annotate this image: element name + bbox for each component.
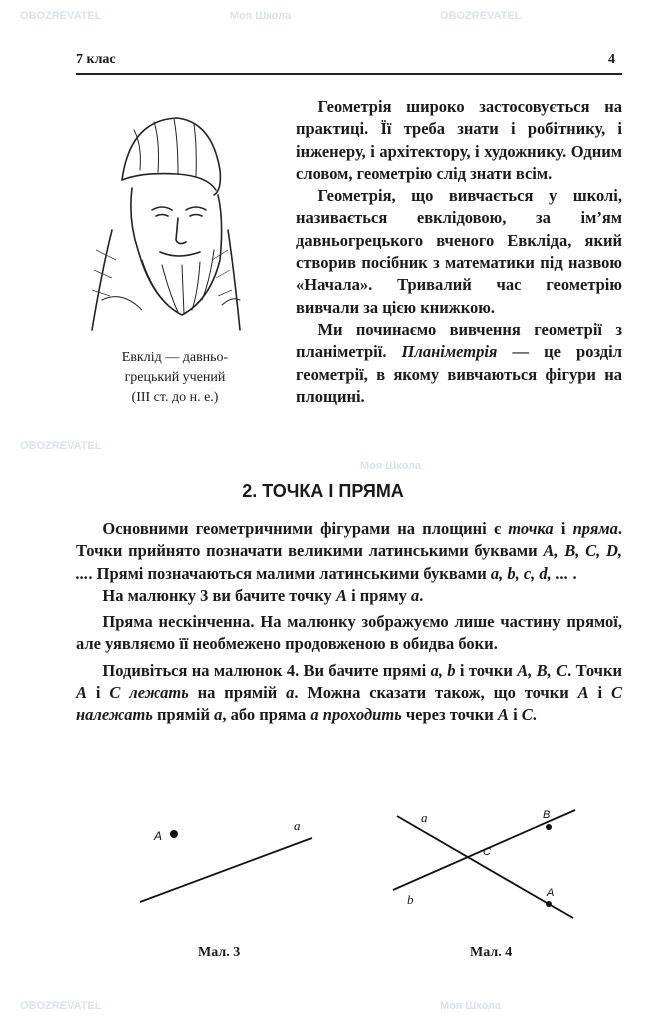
grade-label: 7 клас xyxy=(76,52,116,67)
section-body xyxy=(76,518,622,727)
body-paragraph: Основними геометричними фігурами на площині є точка і пряма. Точки прийнято позначати великими латинськими буквами A, B, C, D, .... Прямі позначаються малими латинськими буквами a, b, c, d, ... . xyxy=(76,519,622,583)
euclid-portrait xyxy=(82,100,242,335)
point-b xyxy=(546,824,552,830)
body-paragraph: Пряма нескінченна. На малюнку зображуємо лише частину прямої, але уявляємо її необмежено продовженою в обидва боки. xyxy=(76,612,622,654)
page-number: 4 xyxy=(608,52,615,67)
intro-paragraph: Геометрія, що вивчається у школі, називається евклідовою, за ім’ям давньогрецького вченого Евкліда, який створив посібник з математики під назвою «Начала». Тривалий час геометрію вивчали за цією книжкою. xyxy=(296,186,622,317)
line-a xyxy=(140,838,312,902)
point-b-label: B xyxy=(543,809,551,821)
caption-line: грецький учений xyxy=(124,370,226,385)
intro-paragraph: Ми починаємо вивчення геометрії з планіметрії. Планіметрія — це розділ геометрії, в якому вивчаються фігури на площині. xyxy=(296,319,622,406)
watermark-text: Моя Школа xyxy=(440,1000,502,1012)
line-b-label: b xyxy=(407,892,414,907)
portrait-caption xyxy=(90,348,260,408)
figure-3-caption: Мал. 3 xyxy=(198,945,241,960)
line-a-label: a xyxy=(294,818,301,833)
body-paragraph: На малюнку 3 ви бачите точку A і пряму a. xyxy=(102,585,424,605)
watermark-text: OBOZREVATEL xyxy=(20,440,102,452)
point-a-label: A xyxy=(547,887,555,899)
body-paragraph: Подивіться на малюнок 4. Ви бачите прямі a, b і точки A, B, C. Точки A і C лежать на прямій a. Можна сказати також, що точки A і C належать прямій a, або пряма a проходить через точки A і C. xyxy=(76,660,623,725)
point-a xyxy=(546,901,552,907)
watermark-text: Моя Школа xyxy=(360,460,422,472)
point-c-label: C xyxy=(483,846,491,858)
watermark-text: OBOZREVATEL xyxy=(20,1000,102,1012)
intro-paragraph: Геометрія широко застосовується на практиці. Її треба знати і робітнику, і інженеру, і архітектору, і художнику. Одним словом, геометрію слід знати всім. xyxy=(296,97,622,183)
header-rule xyxy=(76,73,622,75)
watermark-text: OBOZREVATEL xyxy=(20,10,102,22)
section-title: 2. ТОЧКА І ПРЯМА xyxy=(242,481,404,501)
figure-3 xyxy=(140,810,330,920)
figure-4 xyxy=(385,800,585,930)
point-a xyxy=(170,830,178,838)
line-a-label: a xyxy=(421,810,428,825)
caption-line: Евклід — давньо- xyxy=(121,350,229,365)
caption-line: (III ст. до н. е.) xyxy=(131,390,219,405)
point-a-label: A xyxy=(154,829,163,843)
intro-text xyxy=(296,96,622,408)
watermark-text: Моя Школа xyxy=(230,10,292,22)
watermark-text: OBOZREVATEL xyxy=(440,10,522,22)
figure-4-caption: Мал. 4 xyxy=(470,945,513,960)
